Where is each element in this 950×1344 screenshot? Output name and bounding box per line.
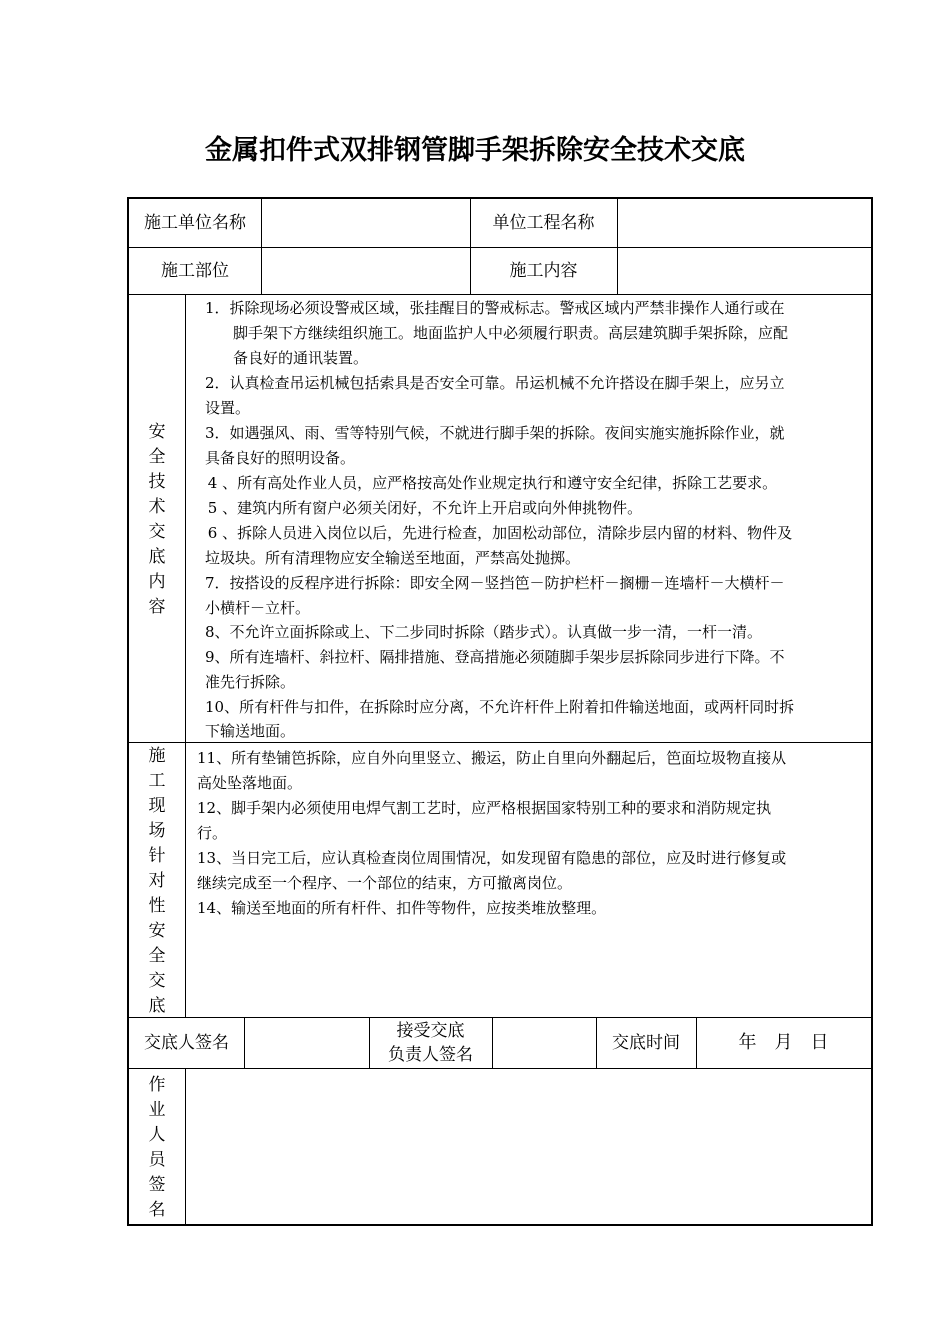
list-item: 10、所有杆件与扣件，在拆除时应分离，不允许杆件上附着扣件输送地面，或两杆同时拆 <box>205 698 795 716</box>
list-item: 12、脚手架内必须使用电焊气割工艺时，应严格根据国家特别工种的要求和消防规定执 <box>197 799 772 817</box>
unit-name-label: 施工单位名称 <box>144 213 246 233</box>
presenter-sign-label: 交底人签名 <box>144 1033 229 1053</box>
list-item: 11、所有垫铺笆拆除，应自外向里竖立、搬运，防止自里向外翻起后，笆面垃圾物直接从 <box>197 749 787 767</box>
disclosure-time-label: 交底时间 <box>612 1033 680 1053</box>
col-divider <box>244 1017 245 1068</box>
date-placeholder: 年 月 日 <box>738 1032 829 1053</box>
list-item: 1．拆除现场必须设警戒区域，张挂醒目的警戒标志。警戒区域内严禁非操作人通行或在 <box>205 299 785 317</box>
col-divider <box>185 294 186 1017</box>
list-item: 具备良好的照明设备。 <box>205 449 356 467</box>
list-item: 6 、拆除人员进入岗位以后，先进行检查，加固松动部位，清除步层内留的材料、物件及 <box>203 524 793 542</box>
list-item: 高处坠落地面。 <box>197 774 303 792</box>
col-divider <box>185 1068 186 1226</box>
project-name-label: 单位工程名称 <box>492 213 595 233</box>
safety-section-label: 安全技术交底内容 <box>148 422 166 617</box>
receiver-sign-label-line1: 接受交底 <box>396 1021 465 1041</box>
list-item: 垃圾块。所有清理物应安全输送至地面，严禁高处抛掷。 <box>205 549 581 567</box>
col-divider <box>617 199 618 294</box>
list-item: 5 、建筑内所有窗户必须关闭好，不允许上开启或向外伸挑物件。 <box>203 499 643 517</box>
document-title: 金属扣件式双排钢管脚手架拆除安全技术交底 <box>205 135 745 166</box>
list-item: 8、不允许立面拆除或上、下二步同时拆除（踏步式）。认真做一步一清，一杆一清。 <box>205 623 763 641</box>
disclosure-table <box>127 197 873 1226</box>
list-item: 13、当日完工后，应认真检查岗位周围情况，如发现留有隐患的部位，应及时进行修复或 <box>197 849 787 867</box>
list-item: 脚手架下方继续组织施工。地面监护人中必须履行职责。高层建筑脚手架拆除，应配 <box>233 324 789 342</box>
list-item: 小横杆－立杆。 <box>205 599 311 617</box>
worker-sign-section-label: 作业人员签名 <box>148 1075 166 1220</box>
col-divider <box>261 199 262 294</box>
row-divider <box>129 247 871 248</box>
list-item: 设置。 <box>205 399 251 417</box>
list-item: 7．按搭设的反程序进行拆除：即安全网－竖挡笆－防护栏杆－搁栅－连墙杆－大横杆－ <box>205 574 785 592</box>
list-item: 14、输送至地面的所有杆件、扣件等物件，应按类堆放整理。 <box>197 899 607 917</box>
list-item: 备良好的通讯装置。 <box>233 349 369 367</box>
list-item: 2．认真检查吊运机械包括索具是否安全可靠。吊运机械不允许搭设在脚手架上，应另立 <box>205 374 785 392</box>
row-divider <box>129 1017 871 1018</box>
list-item: 准先行拆除。 <box>205 673 296 691</box>
list-item: 4 、所有高处作业人员，应严格按高处作业规定执行和遵守安全纪律，拆除工艺要求。 <box>203 474 778 492</box>
receiver-sign-label-line2: 负责人签名 <box>388 1045 473 1065</box>
content-label: 施工内容 <box>509 261 578 281</box>
list-item: 9、所有连墙杆、斜拉杆、隔排措施、登高措施必须随脚手架步层拆除同步进行下降。不 <box>205 648 785 666</box>
site-label: 施工部位 <box>161 261 229 281</box>
row-divider <box>129 294 871 295</box>
list-item: 下输送地面。 <box>205 722 296 740</box>
list-item: 继续完成至一个程序、一个部位的结束，方可撤离岗位。 <box>197 874 573 892</box>
list-item: 行。 <box>197 824 228 842</box>
col-divider <box>492 1017 493 1068</box>
site-specific-section-label: 施工现场针对性安全交底 <box>148 746 166 1016</box>
row-divider <box>129 1068 871 1069</box>
list-item: 3．如遇强风、雨、雪等特别气候，不就进行脚手架的拆除。夜间实施实施拆除作业，就 <box>205 424 785 442</box>
